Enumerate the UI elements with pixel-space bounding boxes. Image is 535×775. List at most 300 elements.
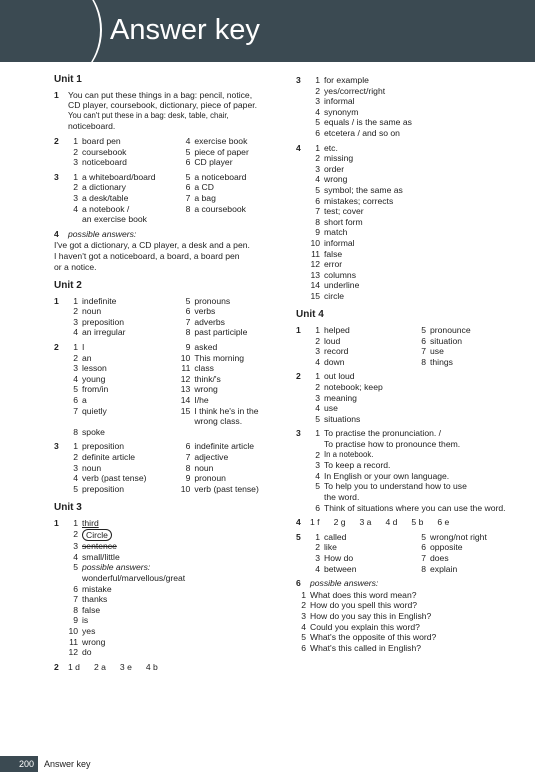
item-number: 1 bbox=[73, 295, 78, 306]
u3-exercise-4 bbox=[296, 143, 522, 302]
item-number: 3 bbox=[73, 363, 78, 374]
list-item bbox=[180, 473, 282, 484]
item-number: 1 bbox=[315, 531, 320, 542]
item-number: 2 bbox=[315, 335, 320, 346]
item-number: 3 bbox=[73, 462, 78, 473]
list-item bbox=[180, 441, 282, 452]
item-number: 7 bbox=[73, 405, 78, 416]
list-item bbox=[310, 143, 522, 154]
list-item: 5 possible answers: bbox=[73, 562, 151, 573]
item-number: 6 bbox=[185, 306, 191, 317]
list-item bbox=[310, 371, 522, 382]
match-pair: 3 e bbox=[119, 661, 132, 672]
list-item bbox=[310, 336, 416, 347]
answer-text: a notebook / bbox=[82, 203, 130, 214]
list-item bbox=[68, 147, 180, 158]
unit-2-heading: Unit 2 bbox=[54, 280, 82, 292]
item-number: 4 bbox=[73, 473, 78, 484]
item-number: 1 bbox=[315, 75, 320, 85]
item-number: 5 bbox=[315, 413, 320, 424]
u2-exercise-3 bbox=[54, 441, 282, 494]
grid-cell bbox=[180, 473, 282, 484]
answer-text: situations bbox=[324, 413, 361, 424]
list-item bbox=[180, 452, 282, 463]
item-number: 5 bbox=[73, 384, 78, 395]
list-item bbox=[68, 296, 180, 307]
list-item bbox=[310, 280, 522, 291]
item-number: 8 bbox=[315, 216, 320, 227]
item-number bbox=[68, 214, 82, 225]
item-number: 8 bbox=[185, 327, 191, 338]
list-item bbox=[310, 393, 522, 404]
answer-text: notebook; keep bbox=[324, 382, 383, 393]
answer-text: To keep a record. bbox=[324, 460, 391, 471]
answer-text: possible answers: bbox=[82, 562, 151, 573]
item-number: 2 bbox=[73, 452, 78, 462]
item-number: 7 bbox=[315, 206, 320, 217]
item-number: 4 bbox=[315, 403, 320, 414]
answer-text: mistakes; corrects bbox=[324, 195, 394, 206]
list-item bbox=[310, 357, 416, 368]
list-item bbox=[180, 463, 282, 474]
list-item bbox=[68, 484, 180, 495]
item-number: 5 bbox=[421, 531, 426, 542]
item-number: 9 bbox=[185, 473, 191, 484]
answer-text: How do you say this in English? bbox=[310, 610, 432, 621]
answer-text: an irregular bbox=[82, 327, 126, 338]
item-number: 8 bbox=[185, 462, 191, 473]
list-item bbox=[310, 174, 522, 185]
answer-list bbox=[310, 75, 522, 139]
answer-text: What's this called in English? bbox=[310, 642, 422, 653]
item-number: 5 bbox=[301, 632, 306, 643]
grid-cell bbox=[180, 406, 282, 427]
grid-cell bbox=[68, 204, 180, 225]
answer-text: or a notice. bbox=[54, 261, 97, 272]
answer-text: think/'s bbox=[194, 373, 221, 384]
u1-exercise-2 bbox=[54, 136, 282, 168]
item-number: 2 bbox=[73, 306, 78, 317]
answer-text: underline bbox=[324, 280, 360, 291]
grid-cell bbox=[68, 473, 180, 484]
item-number: 1 bbox=[73, 342, 78, 353]
list-item bbox=[310, 553, 416, 564]
list-item bbox=[310, 86, 522, 97]
answer-text: a CD bbox=[194, 182, 214, 193]
answer-text: noticeboard. bbox=[68, 121, 116, 132]
match-pair: 6 e bbox=[437, 517, 450, 528]
item-number: 8 bbox=[421, 563, 426, 574]
list-item bbox=[68, 327, 180, 338]
item-number: 12 bbox=[310, 259, 320, 270]
grid-cell bbox=[416, 357, 522, 368]
answer-grid bbox=[310, 325, 522, 367]
answer-text: equals / is the same as bbox=[324, 117, 412, 128]
item-number: 9 bbox=[185, 342, 191, 353]
grid-cell bbox=[68, 193, 180, 204]
answer-text: missing bbox=[324, 153, 354, 164]
answer-text: What does this word mean? bbox=[310, 589, 417, 600]
item-number: 4 bbox=[73, 373, 78, 384]
answer-text: verbs bbox=[194, 306, 216, 317]
exercise-number: 3 bbox=[296, 75, 301, 85]
item-number: 1 bbox=[315, 325, 320, 336]
item-number: 1 bbox=[73, 135, 78, 146]
item-number: 10 bbox=[180, 352, 191, 363]
answer-text: loud bbox=[324, 335, 341, 346]
answer-text: To help you to understand how to use bbox=[324, 481, 467, 492]
answer-text: pronoun bbox=[194, 473, 226, 484]
list-item: 12 do bbox=[68, 647, 92, 658]
item-number: 2 bbox=[73, 146, 78, 157]
grid-cell bbox=[310, 325, 416, 336]
list-item bbox=[310, 217, 522, 228]
match-pair: 3 a bbox=[359, 517, 372, 528]
answer-text: In English or your own language. bbox=[324, 470, 450, 481]
item-number: 5 bbox=[185, 295, 191, 306]
item-number: 7 bbox=[185, 452, 191, 462]
grid-cell bbox=[416, 564, 522, 575]
answer-text: wrong/not right bbox=[430, 531, 487, 542]
item-number: 3 bbox=[301, 610, 306, 621]
list-item bbox=[68, 395, 180, 406]
item-number: 4 bbox=[315, 174, 320, 185]
grid-cell bbox=[68, 327, 180, 338]
grid-cell bbox=[180, 395, 282, 406]
grid-cell bbox=[180, 317, 282, 328]
item-number: 3 bbox=[315, 552, 320, 563]
answer-text: a coursebook bbox=[194, 203, 246, 214]
answer-text: How do you spell this word? bbox=[310, 600, 417, 611]
answer-text: noticeboard bbox=[82, 157, 127, 168]
answer-text: yes bbox=[82, 625, 96, 636]
answer-text: between bbox=[324, 563, 357, 574]
answer-grid bbox=[310, 532, 522, 574]
answer-text: down bbox=[324, 356, 345, 367]
answer-text: I think he's in the bbox=[194, 405, 259, 416]
u2-exercise-1 bbox=[54, 296, 282, 338]
item-number: 2 bbox=[315, 85, 320, 96]
answer-text: past participle bbox=[194, 327, 248, 338]
answer-text: You can put these things in a bag: pencil, notice, bbox=[68, 89, 253, 100]
answer-text: small/little bbox=[82, 551, 120, 562]
exercise-number: 1 bbox=[296, 325, 301, 336]
unit-1-heading: Unit 1 bbox=[54, 74, 82, 85]
answer-text: preposition bbox=[82, 316, 125, 327]
answer-text: CD player bbox=[194, 157, 233, 168]
grid-cell bbox=[180, 484, 282, 495]
list-item bbox=[68, 136, 180, 147]
list-item bbox=[296, 590, 522, 601]
grid-cell bbox=[180, 384, 282, 395]
list-item bbox=[310, 128, 522, 139]
answer-text: sentence bbox=[82, 541, 117, 552]
answer-text: exercise book bbox=[194, 135, 248, 146]
grid-cell bbox=[68, 452, 180, 463]
list-item bbox=[68, 463, 180, 474]
item-number bbox=[180, 416, 194, 427]
item-number: 6 bbox=[185, 441, 191, 452]
answer-text: a bag bbox=[194, 192, 216, 203]
item-number: 3 bbox=[315, 163, 320, 174]
list-item bbox=[68, 473, 180, 484]
answer-text: indefinite article bbox=[194, 441, 255, 452]
list-item bbox=[310, 185, 522, 196]
u4-exercise-3 bbox=[296, 428, 522, 513]
list-item bbox=[180, 147, 282, 158]
u4-exercise-4 bbox=[296, 517, 522, 528]
item-number: 10 bbox=[180, 483, 191, 494]
list-item bbox=[68, 374, 180, 385]
list-item bbox=[416, 553, 522, 564]
answer-text: does bbox=[430, 552, 449, 563]
answer-text: Circle bbox=[82, 529, 112, 542]
answer-text: short form bbox=[324, 216, 363, 227]
list-item bbox=[310, 238, 522, 249]
list-item bbox=[310, 270, 522, 281]
list-item bbox=[310, 532, 416, 543]
list-item bbox=[310, 439, 522, 450]
answer-text: record bbox=[324, 346, 349, 357]
grid-cell bbox=[180, 193, 282, 204]
list-item bbox=[310, 325, 416, 336]
list-item bbox=[180, 193, 282, 204]
grid-cell bbox=[68, 374, 180, 385]
list-item bbox=[310, 153, 522, 164]
list-item: 4 In English or your own language. bbox=[315, 470, 450, 481]
answer-text: a dictionary bbox=[82, 182, 126, 193]
item-number: 13 bbox=[180, 384, 191, 395]
answer-text: use bbox=[324, 403, 338, 414]
grid-cell bbox=[68, 147, 180, 158]
match-pair: 4 b bbox=[145, 661, 158, 672]
page-number: 200 bbox=[0, 756, 38, 772]
grid-cell bbox=[68, 395, 180, 406]
list-item: 6 mistake bbox=[73, 583, 112, 594]
grid-cell bbox=[180, 172, 282, 183]
answer-text: match bbox=[324, 227, 348, 238]
item-number: 5 bbox=[185, 171, 191, 182]
grid-cell bbox=[310, 532, 416, 543]
grid-cell bbox=[180, 327, 282, 338]
list-item: 5 To help you to understand how to use bbox=[315, 481, 467, 492]
item-number: 1 bbox=[73, 171, 78, 182]
grid-cell bbox=[68, 157, 180, 168]
answer-text: noun bbox=[82, 306, 102, 317]
item-number: 4 bbox=[315, 563, 320, 574]
list-item bbox=[180, 484, 282, 495]
list-item: 2 In a notebook. bbox=[315, 449, 374, 460]
header-curve-decoration bbox=[0, 0, 102, 62]
answer-text: I haven't got a noticeboard, a board, a board pen bbox=[54, 250, 240, 261]
u4-exercise-1 bbox=[296, 325, 522, 367]
item-number: 5 bbox=[185, 146, 191, 157]
match-pair: 5 b bbox=[411, 517, 424, 528]
answer-text: a whiteboard/board bbox=[82, 171, 156, 182]
answer-text: wonderful/marvellous/great bbox=[82, 572, 186, 583]
item-number: 15 bbox=[310, 290, 320, 301]
list-item bbox=[180, 363, 282, 374]
answer-list bbox=[296, 590, 522, 654]
list-item bbox=[180, 406, 282, 417]
u3-exercise-3 bbox=[296, 75, 522, 139]
grid-cell bbox=[68, 406, 180, 427]
list-item: 3 To keep a record. bbox=[315, 460, 391, 471]
u1-exercise-4 bbox=[54, 229, 282, 240]
exercise-number: 2 bbox=[54, 342, 59, 353]
answer-text: I bbox=[82, 342, 85, 353]
item-number: 5 bbox=[421, 325, 426, 336]
item-number: 8 bbox=[421, 356, 426, 367]
u3-exercise-2 bbox=[54, 662, 282, 673]
grid-cell bbox=[310, 357, 416, 368]
answer-text: coursebook bbox=[82, 146, 127, 157]
grid-cell bbox=[68, 136, 180, 147]
list-item bbox=[180, 416, 282, 427]
answer-text: piece of paper bbox=[194, 146, 249, 157]
list-item: 8 false bbox=[73, 604, 101, 615]
item-number: 3 bbox=[315, 392, 320, 403]
item-number: 4 bbox=[315, 356, 320, 367]
answer-text: an bbox=[82, 352, 92, 363]
list-item: 3 sentence bbox=[73, 541, 117, 552]
grid-cell bbox=[68, 384, 180, 395]
list-item bbox=[296, 632, 522, 643]
answer-text: To practise how to pronounce them. bbox=[324, 439, 461, 449]
list-item bbox=[310, 75, 522, 86]
answer-text: informal bbox=[324, 237, 355, 248]
grid-cell bbox=[68, 296, 180, 307]
answer-list bbox=[310, 371, 522, 424]
list-item bbox=[68, 427, 180, 438]
item-number: 14 bbox=[310, 280, 320, 291]
footer-label: Answer key bbox=[44, 759, 91, 769]
list-item bbox=[296, 600, 522, 611]
list-item bbox=[180, 296, 282, 307]
list-item bbox=[180, 395, 282, 406]
list-item bbox=[310, 117, 522, 128]
answer-row bbox=[310, 517, 522, 528]
list-item bbox=[416, 325, 522, 336]
answer-text: a noticeboard bbox=[194, 171, 247, 182]
answer-text: wrong bbox=[324, 174, 348, 185]
list-item bbox=[180, 327, 282, 338]
list-item bbox=[180, 317, 282, 328]
grid-cell bbox=[416, 542, 522, 553]
answer-text: noun bbox=[194, 462, 214, 473]
grid-cell bbox=[180, 204, 282, 225]
answer-text: false bbox=[82, 604, 101, 615]
list-item bbox=[180, 136, 282, 147]
answer-text: opposite bbox=[430, 542, 463, 553]
grid-cell bbox=[68, 484, 180, 495]
answer-text: CD player, coursebook, dictionary, piece of paper. bbox=[68, 100, 258, 111]
answer-text: etc. bbox=[324, 142, 338, 153]
exercise-number: 6 bbox=[296, 578, 301, 589]
grid-cell bbox=[180, 441, 282, 452]
answer-text: a bbox=[82, 395, 87, 406]
answer-grid bbox=[68, 441, 282, 494]
list-item bbox=[68, 384, 180, 395]
item-number: 5 bbox=[315, 184, 320, 195]
list-item bbox=[180, 172, 282, 183]
answer-text: mistake bbox=[82, 583, 112, 594]
answer-row bbox=[68, 662, 282, 673]
grid-cell bbox=[180, 306, 282, 317]
grid-cell bbox=[180, 353, 282, 364]
list-item bbox=[68, 406, 180, 417]
answer-text: meaning bbox=[324, 392, 357, 403]
list-item: 11 wrong bbox=[69, 636, 106, 647]
grid-cell bbox=[180, 147, 282, 158]
item-number: 1 bbox=[315, 142, 320, 153]
answer-text: out loud bbox=[324, 371, 355, 382]
grid-cell bbox=[180, 182, 282, 193]
item-number: 5 bbox=[73, 483, 78, 494]
answer-text: synonym bbox=[324, 106, 359, 117]
list-item: 7 thanks bbox=[73, 594, 108, 605]
list-item bbox=[310, 382, 522, 393]
exercise-number: 3 bbox=[296, 428, 301, 439]
grid-cell bbox=[180, 463, 282, 474]
match-pair: 2 g bbox=[333, 517, 346, 528]
list-item bbox=[296, 611, 522, 622]
list-item bbox=[416, 346, 522, 357]
answer-text: the word. bbox=[324, 491, 360, 502]
list-item bbox=[180, 306, 282, 317]
u1-exercise-4-text bbox=[54, 240, 282, 272]
list-item bbox=[310, 206, 522, 217]
item-number: 14 bbox=[180, 395, 191, 406]
grid-cell bbox=[180, 342, 282, 353]
list-item bbox=[310, 291, 522, 302]
list-item bbox=[416, 564, 522, 575]
answer-text: things bbox=[430, 356, 453, 367]
item-number: 8 bbox=[185, 203, 191, 214]
item-number: 7 bbox=[421, 346, 426, 357]
list-item bbox=[180, 384, 282, 395]
item-number: 4 bbox=[185, 135, 191, 146]
list-item bbox=[180, 374, 282, 385]
list-item bbox=[68, 342, 180, 353]
answer-text: is bbox=[82, 615, 89, 626]
grid-cell bbox=[180, 296, 282, 307]
answer-text: preposition bbox=[82, 441, 125, 452]
page-title: Answer key bbox=[110, 14, 260, 46]
exercise-number: 3 bbox=[54, 171, 59, 182]
item-number: 2 bbox=[73, 182, 78, 193]
exercise-number: 2 bbox=[54, 135, 59, 146]
answer-text: wrong bbox=[82, 636, 106, 647]
page-header bbox=[0, 0, 535, 62]
item-number: 6 bbox=[315, 127, 320, 138]
grid-cell bbox=[416, 532, 522, 543]
answer-text: from/in bbox=[82, 384, 109, 395]
answer-text: error bbox=[324, 259, 343, 270]
answer-text: This morning bbox=[194, 352, 245, 363]
answer-text: lesson bbox=[82, 363, 107, 374]
list-item bbox=[180, 157, 282, 168]
answer-list bbox=[310, 143, 522, 302]
list-item: 2 Circle bbox=[68, 529, 282, 542]
answer-text: informal bbox=[324, 96, 355, 107]
item-number: 10 bbox=[310, 237, 320, 248]
answer-text: symbol; the same as bbox=[324, 184, 403, 195]
answer-grid bbox=[68, 342, 282, 437]
list-item: 6 Think of situations where you can use the word. bbox=[315, 502, 506, 513]
grid-cell bbox=[68, 306, 180, 317]
list-item bbox=[310, 346, 416, 357]
